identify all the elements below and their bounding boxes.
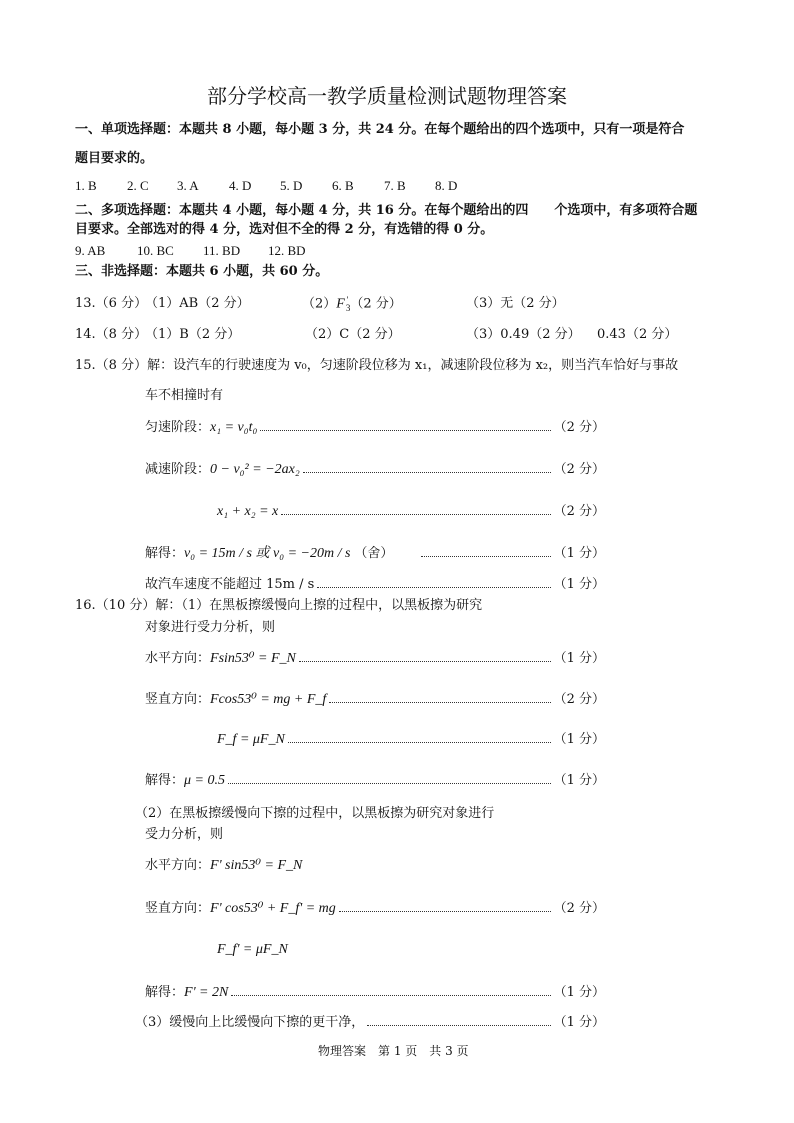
q16-part2-line2: 受力分析，则 bbox=[145, 827, 224, 842]
answer-8: 8. D bbox=[435, 178, 458, 193]
q16-a-horizontal: 水平方向： Fsin53⁰ = F_N （1 分） bbox=[145, 651, 605, 666]
q14-part1: （1）B（2 分） bbox=[145, 327, 241, 342]
leader-dots bbox=[299, 660, 551, 662]
page-footer: 物理答案 第 1 页 共 3 页 bbox=[318, 1044, 469, 1058]
q16-b-horizontal: 水平方向：F' sin53⁰ = F_N bbox=[145, 858, 303, 873]
q15-step-solve: 解得： v₀ = 15m / s 或 v₀ = −20m / s （舍） （1 分） bbox=[145, 546, 605, 561]
page-title: 部分学校高一教学质量检测试题物理答案 bbox=[207, 84, 567, 108]
q16-a-vertical: 竖直方向： Fcos53⁰ = mg + F_f （2 分） bbox=[145, 692, 605, 707]
q16-a-friction: F_f = μF_N （1 分） bbox=[217, 732, 605, 747]
leader-dots bbox=[228, 782, 551, 784]
section2-heading-line2: 目要求。全部选对的得 4 分，选对但不全的得 2 分，有选错的得 0 分。 bbox=[75, 222, 494, 237]
q15-step-conclusion: 故汽车速度不能超过 15m / s （1 分） bbox=[145, 577, 605, 592]
answer-7: 7. B bbox=[384, 178, 406, 193]
section2-heading-line1: 二、多项选择题：本题共 4 小题，每小题 4 分，共 16 分。在每个题给出的四 个选项中，有多项符合题 bbox=[75, 203, 698, 218]
q16-b-vertical: 竖直方向： F' cos53⁰ + F_f' = mg （2 分） bbox=[145, 901, 605, 916]
answer-9: 9. AB bbox=[75, 243, 106, 258]
q15-step-uniform: 匀速阶段： x₁ = v₀t₀ （2 分） bbox=[145, 420, 605, 435]
leader-dots bbox=[421, 555, 550, 557]
leader-dots bbox=[367, 1024, 550, 1026]
answer-1: 1. B bbox=[75, 178, 97, 193]
q13-part1: （1）AB（2 分） bbox=[145, 296, 250, 311]
leader-dots bbox=[260, 429, 550, 431]
q16-intro-line2: 对象进行受力分析，则 bbox=[145, 620, 276, 635]
q13-part3: （3）无（2 分） bbox=[466, 296, 565, 311]
q16-part3: （3）缓慢向上比缓慢向下擦的更干净， （1 分） bbox=[135, 1015, 605, 1030]
q16-b-friction: F_f' = μF_N bbox=[217, 942, 288, 957]
q14-number: 14.（8 分） bbox=[75, 327, 148, 342]
q16-intro-line1: 16.（10 分）解：（1）在黑板擦缓慢向上擦的过程中，以黑板擦为研究 bbox=[75, 598, 483, 613]
answer-10: 10. BC bbox=[137, 243, 174, 258]
q13-number: 13.（6 分） bbox=[75, 296, 148, 311]
leader-dots bbox=[303, 471, 551, 473]
answer-5: 5. D bbox=[280, 178, 303, 193]
answer-6: 6. B bbox=[332, 178, 354, 193]
q15-intro-line2: 车不相撞时有 bbox=[145, 388, 224, 403]
leader-dots bbox=[231, 994, 550, 996]
leader-dots bbox=[281, 513, 550, 515]
q14-part4: 0.43（2 分） bbox=[597, 327, 678, 342]
answer-4: 4. D bbox=[229, 178, 252, 193]
leader-dots bbox=[339, 910, 551, 912]
section1-heading-line1: 一、单项选择题：本题共 8 小题，每小题 3 分，共 24 分。在每个题给出的四个选项中，只有一项是符合 bbox=[75, 122, 685, 137]
q16-part2-line1: （2）在黑板擦缓慢向下擦的过程中，以黑板擦为研究对象进行 bbox=[135, 806, 495, 821]
q15-step-sum: x₁ + x₂ = x （2 分） bbox=[217, 504, 605, 519]
q16-b-solve: 解得： F' = 2N （1 分） bbox=[145, 985, 605, 1000]
q15-step-decel: 减速阶段： 0 − v₀² = −2ax₂ （2 分） bbox=[145, 462, 605, 477]
answer-3: 3. A bbox=[177, 178, 199, 193]
leader-dots bbox=[329, 701, 550, 703]
section1-heading-line2: 题目要求的。 bbox=[75, 151, 154, 166]
answer-12: 12. BD bbox=[268, 243, 306, 258]
section3-heading: 三、非选择题：本题共 6 小题，共 60 分。 bbox=[75, 264, 329, 279]
answer-11: 11. BD bbox=[203, 243, 241, 258]
q15-intro-line1: 15.（8 分）解：设汽车的行驶速度为 v₀，匀速阶段位移为 x₁，减速阶段位移为 x₂，则当汽车恰好与事故 bbox=[75, 358, 679, 373]
leader-dots bbox=[288, 741, 551, 743]
leader-dots bbox=[317, 586, 550, 588]
q16-a-solve: 解得： μ = 0.5 （1 分） bbox=[145, 773, 605, 788]
q14-part2: （2）C（2 分） bbox=[305, 327, 401, 342]
q13-part2: （2）F ' 3 （2 分） bbox=[302, 295, 402, 314]
answer-2: 2. C bbox=[127, 178, 149, 193]
q14-part3: （3）0.49（2 分） bbox=[466, 327, 581, 342]
